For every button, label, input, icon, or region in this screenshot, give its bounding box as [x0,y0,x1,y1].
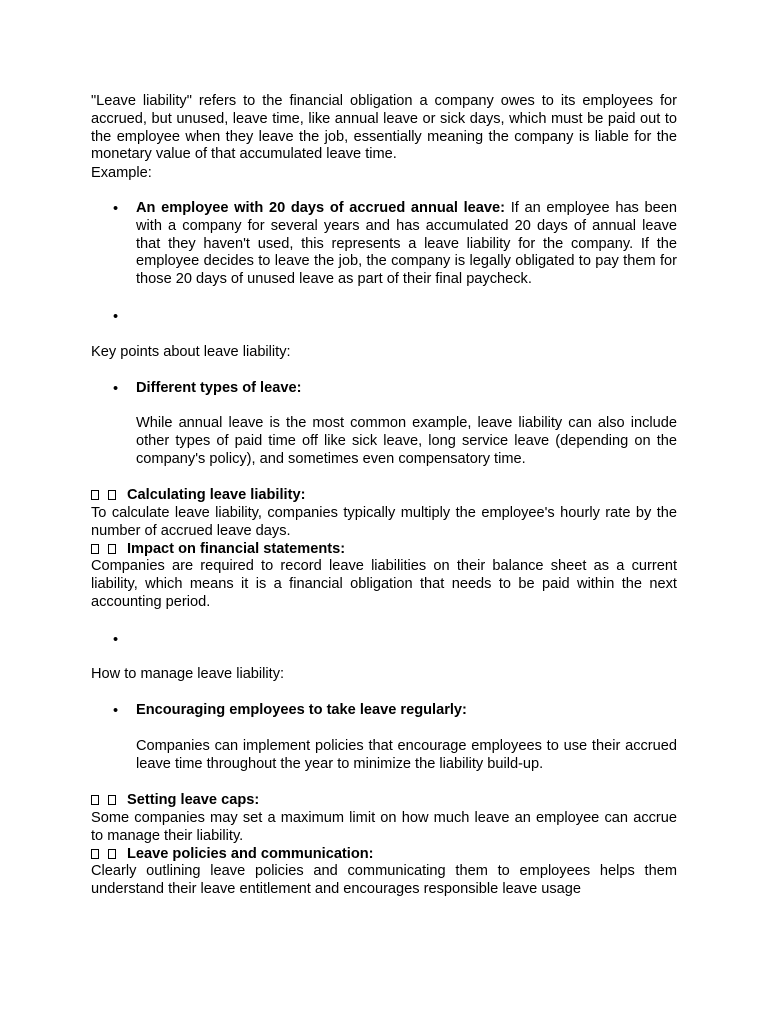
intro-paragraph: "Leave liability" refers to the financial obligation a company owes to its employees for accrued, but unused, leave time, like annual leave or sick days, which must be paid out to the employee when they leave the job, essentially meaning the company is liable for the monetary value of that accumulated leave time. [91,93,677,163]
key-point-2-text: To calculate leave liability, companies typically multiply the employee's hourly rate by the number of accrued leave days. [91,505,677,539]
manage-item-2-text: Some companies may set a maximum limit on how much leave an employee can accrue to manage their liability. [91,810,677,844]
manage-item-3-title: Leave policies and communication: [91,846,677,864]
example-item-text: If an employee has been with a company for several years and has accumulated 20 days of annual leave that they haven't used, this represents a leave liability for the company. If the employee decides to leave the job, the company is legally obligated to pay them for those 20 days of unused leave as part of their final paycheck. [136,200,677,288]
key-point-2-title: Calculating leave liability: [91,487,677,505]
manage-item-3-text: Clearly outlining leave policies and communicating them to employees helps them understand their leave entitlement and encourages responsible leave usage [91,863,677,897]
empty-bullet: • [113,632,119,648]
key-point-3-title: Impact on financial statements: [91,541,677,559]
bullet-marker: • [113,201,119,217]
bullet-marker: • [113,381,119,397]
empty-bullet: • [113,309,119,325]
missing-glyph-icon [91,792,127,810]
key-point-1-title: Different types of leave: [136,380,302,396]
key-point-1-text: While annual leave is the most common example, leave liability can also include other types of paid time off like sick leave, long service leave (depending on the company's policy), and sometimes even compensatory time. [136,415,677,467]
missing-glyph-icon [91,541,127,559]
manage-heading: How to manage leave liability: [91,666,285,682]
example-list-item [136,200,677,289]
key-point-3-text: Companies are required to record leave liabilities on their balance sheet as a current liability, which means it is a financial obligation that needs to be paid within the next accounting period. [91,558,677,610]
key-points-heading: Key points about leave liability: [91,344,291,360]
manage-item-2-title: Setting leave caps: [91,792,677,810]
example-label: Example: [91,165,152,181]
manage-item-1-title: Encouraging employees to take leave regularly: [136,702,467,718]
missing-glyph-icon [91,487,127,505]
example-item-title: An employee with 20 days of accrued annual leave: [136,200,506,216]
missing-glyph-icon [91,846,127,864]
manage-item-1-text: Companies can implement policies that encourage employees to use their accrued leave time throughout the year to minimize the liability build-up. [136,738,677,772]
bullet-marker: • [113,703,119,719]
